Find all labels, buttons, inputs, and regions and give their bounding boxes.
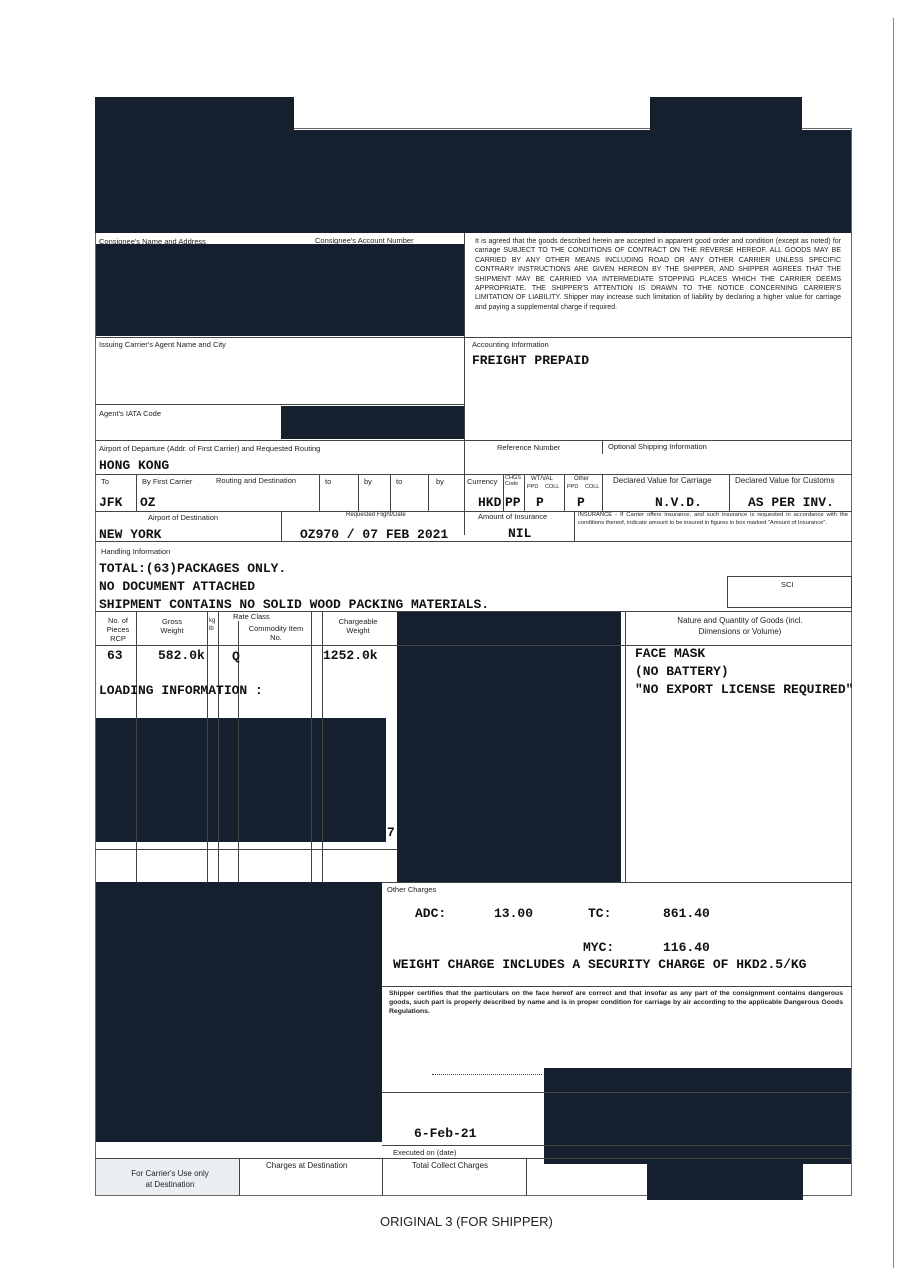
chargeable-value: 1252.0k <box>323 648 378 663</box>
redaction-signature <box>544 1068 851 1164</box>
goods-line-1: FACE MASK <box>635 646 706 661</box>
divider <box>281 511 282 541</box>
insurance-label: Amount of Insurance <box>478 512 548 521</box>
divider <box>464 233 465 535</box>
exec-date: 6-Feb-21 <box>414 1126 477 1141</box>
divider <box>382 986 852 987</box>
executed-label: Executed on (date) <box>393 1148 457 1157</box>
insurance-value: NIL <box>508 526 532 541</box>
departure-value: HONG KONG <box>99 458 170 473</box>
flight-label: Requested Flight/Date <box>346 512 406 518</box>
handling-line-2: NO DOCUMENT ATTACHED <box>99 579 256 594</box>
wtval-label: WT/VAL <box>531 476 553 482</box>
divider <box>239 1158 240 1196</box>
divider <box>382 1092 852 1093</box>
accounting-value: FREIGHT PREPAID <box>472 353 590 368</box>
security-note: WEIGHT CHARGE INCLUDES A SECURITY CHARGE OF HKD2.5/KG <box>393 957 807 972</box>
divider <box>602 440 603 454</box>
divider <box>503 474 504 511</box>
divider <box>95 474 852 475</box>
to-label: To <box>101 477 109 486</box>
shipper-cert: Shipper certifies that the particulars on the face hereof are correct and that insofar as any part of the consignment contains dangerous goods, such part is properly described by name and is in proper condition for carriage by air according to the applicable Dangerous Goods Regulations. <box>389 990 843 1015</box>
chgs-value: PP <box>505 495 521 510</box>
other-label: Other <box>574 476 590 482</box>
goods-line-3: "NO EXPORT LICENSE REQUIRED" <box>635 682 854 697</box>
redaction-left-mid <box>96 718 386 842</box>
redaction-iata <box>281 406 464 439</box>
to3-label: to <box>396 477 403 486</box>
gross-value: 582.0k <box>158 648 205 663</box>
loading-info: LOADING INFORMATION : <box>99 683 263 698</box>
kg-label: kg lb <box>209 618 216 632</box>
divider <box>95 404 464 405</box>
divider <box>564 474 565 511</box>
iata-label: Agent's IATA Code <box>99 409 162 418</box>
handling-label: Handling Information <box>101 547 171 556</box>
tc-label: TC: <box>588 906 612 921</box>
other-charges-label: Other Charges <box>387 885 437 894</box>
adc-label: ADC: <box>415 906 447 921</box>
divider <box>625 611 626 883</box>
first-carrier-label: By First Carrier <box>142 477 193 486</box>
divider <box>218 611 219 883</box>
sci-label: SCI <box>781 580 794 589</box>
consignee-label: Consignee's Name and Address <box>99 237 206 246</box>
to2-label: to <box>325 477 332 486</box>
redaction-left-bottom <box>96 882 382 1142</box>
divider <box>95 849 397 850</box>
pieces-label: No. of Pieces RCP <box>106 616 130 643</box>
commodity-label: Commodity Item No. <box>248 624 304 642</box>
carrier-use-label: For Carrier's Use only at Destination <box>131 1169 209 1189</box>
dest-label: Airport of Destination <box>148 513 219 522</box>
nature-label: Nature and Quantity of Goods (incl. Dimensions or Volume) <box>677 616 803 636</box>
tc-value: 861.40 <box>663 906 710 921</box>
carrier-value: OZ <box>140 495 156 510</box>
conditions-text: It is agreed that the goods described herein are accepted in apparent good order and condition (except as noted) for carriage SUBJECT TO THE CONDITIONS OF CONTRACT ON THE REVERSE HEREOF. ALL GOODS MAY BE CARRIED BY ANY OTHER MEANS INCLUDING ROAD OR ANY OTHER CARRIER UNLESS SPECIFIC CONTRARY INSTRUCTIONS ARE GIVEN HEREON BY THE SHIPPER, AND SHIPPER AGREES THAT THE SHIPMENT MAY BE CARRIED VIA INTERMEDIATE STOPPING PLACES WHICH THE CARRIER DEEMS APPROPRIATE. THE SHIPPER'S ATTENTION IS DRAWN TO THE NOTICE CONCERNING CARRIER'S LIMITATION OF LIABILITY. Shipper may increase such limitation of liability by declaring a higher value for carriage and paying a supplemental charge if required. <box>475 238 841 311</box>
declared-carriage-value: N.V.D. <box>655 495 702 510</box>
pieces-value: 63 <box>107 648 123 663</box>
rate-class-label: Rate Class <box>233 612 270 621</box>
rate-value: Q <box>232 649 240 664</box>
currency-label: Currency <box>467 477 498 486</box>
redaction-top-right <box>650 97 802 133</box>
divider <box>574 511 575 541</box>
divider <box>95 611 852 612</box>
divider <box>95 440 852 441</box>
ppd2-label: PPD <box>567 484 579 490</box>
redaction-header <box>95 130 851 233</box>
divider <box>526 1158 527 1196</box>
divider <box>358 474 359 511</box>
optional-label: Optional Shipping Information <box>608 442 707 451</box>
redaction-bottom-right <box>647 1162 803 1200</box>
myc-label: MYC: <box>583 940 615 955</box>
divider <box>729 474 730 511</box>
flight-value: OZ970 / 07 FEB 2021 <box>300 527 449 542</box>
insurance-note: INSURANCE - If Carrier offers insurance, and such insurance is requested in accordance with the conditions thereof, indicate amount to be insured in figures in box marked "Amount of Insurance". <box>578 512 848 526</box>
gross-label: Gross Weight <box>160 617 184 635</box>
divider <box>207 611 208 883</box>
divider <box>382 1158 383 1196</box>
divider <box>319 474 320 511</box>
routing-label: Routing and Destination <box>216 476 297 485</box>
divider <box>95 337 852 338</box>
accounting-label: Accounting Information <box>472 340 549 349</box>
stray-digit: 7 <box>387 825 395 840</box>
goods-line-2: (NO BATTERY) <box>635 664 729 679</box>
reference-label: Reference Number <box>497 443 561 452</box>
agent-label: Issuing Carrier's Agent Name and City <box>99 340 226 349</box>
divider <box>524 474 525 511</box>
currency-value: HKD <box>478 495 502 510</box>
coll2-label: COLL <box>585 484 600 490</box>
divider <box>136 611 137 883</box>
declared-carriage-label: Declared Value for Carriage <box>613 476 712 485</box>
redaction-top-left <box>95 97 294 133</box>
handling-line-3: SHIPMENT CONTAINS NO SOLID WOOD PACKING MATERIALS. <box>99 597 490 612</box>
departure-label: Airport of Departure (Addr. of First Carrier) and Requested Routing <box>99 444 321 453</box>
footer-label: ORIGINAL 3 (FOR SHIPPER) <box>380 1214 553 1229</box>
declared-customs-value: AS PER INV. <box>748 495 834 510</box>
redaction-consignee <box>96 244 464 336</box>
declared-customs-label: Declared Value for Customs <box>735 476 835 485</box>
redaction-rate-column <box>397 611 621 883</box>
wt-ppd-value: P <box>536 495 544 510</box>
divider <box>382 1145 852 1146</box>
myc-value: 116.40 <box>663 940 710 955</box>
divider <box>95 645 852 646</box>
ppd1-label: PPD <box>527 484 539 490</box>
by3-label: by <box>436 477 444 486</box>
charges-dest-label: Charges at Destination <box>266 1161 348 1170</box>
signature-dotted-line <box>432 1074 542 1075</box>
by2-label: by <box>364 477 372 486</box>
divider <box>95 541 852 542</box>
divider <box>311 611 312 883</box>
dest-value: NEW YORK <box>99 527 162 542</box>
divider <box>428 474 429 511</box>
page-edge-line <box>893 18 894 1268</box>
divider <box>602 474 603 511</box>
chargeable-label: Chargeable Weight <box>338 617 378 635</box>
adc-value: 13.00 <box>494 906 534 921</box>
handling-line-1: TOTAL:(63)PACKAGES ONLY. <box>99 561 287 576</box>
consignee-account-label: Consignee's Account Number <box>315 236 414 245</box>
chgs-label: CHGS Code <box>505 475 521 487</box>
divider <box>382 882 852 883</box>
divider <box>390 474 391 511</box>
divider <box>136 474 137 511</box>
total-collect-label: Total Collect Charges <box>412 1161 489 1170</box>
to-value: JFK <box>99 495 123 510</box>
coll1-label: COLL <box>545 484 560 490</box>
oth-ppd-value: P <box>577 495 585 510</box>
